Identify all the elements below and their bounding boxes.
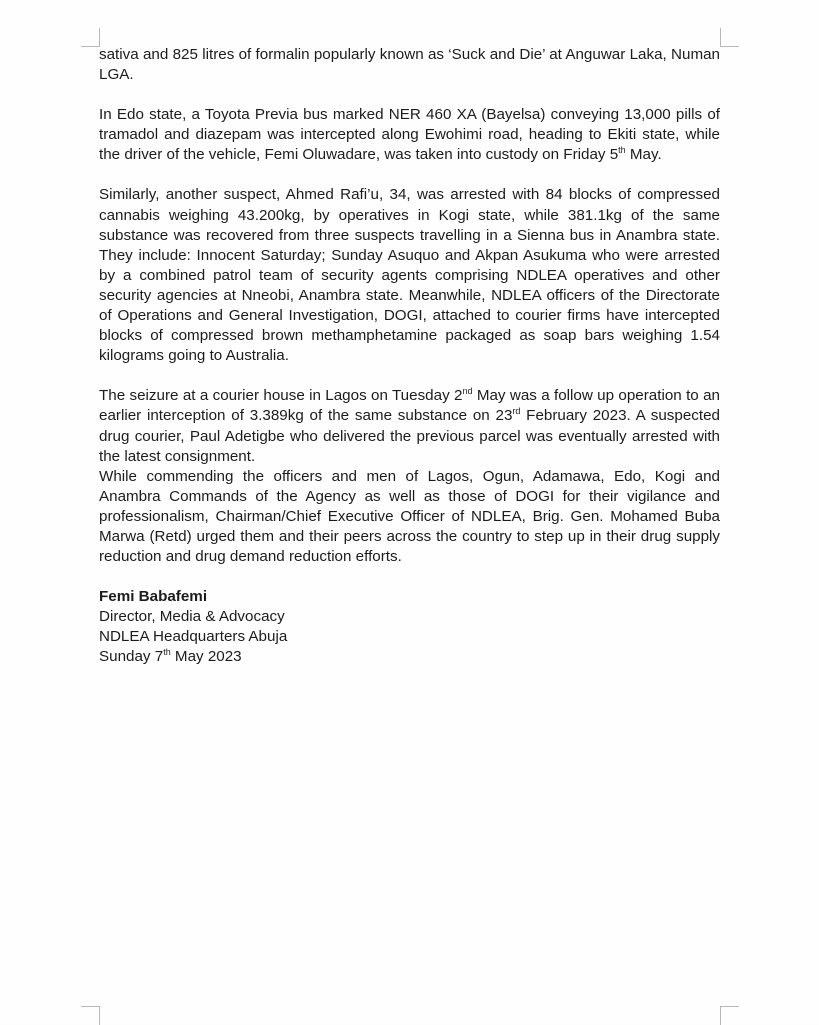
signatory-name: Femi Babafemi [99,588,208,606]
page-corner-mark-bottom-left [81,1006,100,1025]
paragraph-kogi-anambra-arrests: Similarly, another suspect, Ahmed Rafi’u, 34, was arrested with 84 blocks of compressed cannabis weighing 43.200kg, by operatives in Kogi state, while 381.1kg of the same substance was recovered from three suspects travelling in a Sienna bus in Anambra state. They include: Innocent Saturday; Sunday Asuquo and Akpan Asukuma who were arrested by a combined patrol team of security agents comprising NDLEA operatives and other security agencies at Nneobi, Anambra state. Meanwhile, NDLEA officers of the Directorate of Operations and General Investigation, DOGI, attached to courier firms have intercepted blocks of compressed brown methamphetamine packaged as soap bars weighing 1.54 kilograms going to Australia. [99,186,720,365]
paragraph-chairman-commendation: While commending the officers and men of Lagos, Ogun, Adamawa, Edo, Kogi and Anambra Commands of the Agency as well as those of DOGI for their vigilance and professionalism, Chairman/Chief Executive Officer of NDLEA, Brig. Gen. Mohamed Buba Marwa (Retd) urged them and their peers across the country to step up in their drug supply reduction and drug demand reduction efforts. [99,467,720,566]
paragraph-lagos-text-end: February 2023. A suspected drug courier, Paul Adetigbe who delivered the previous parcel was eventually arrested with the latest consignment. [99,407,720,465]
paragraph-edo-interception [99,105,720,165]
date-suffix: rd [512,406,521,417]
document-body [99,45,720,668]
signature-date [99,647,720,667]
date-suffix: th [163,647,171,658]
paragraph-lagos-text-mid: May was a follow up operation to an earlier interception of 3.389kg of the same substance on 23 [99,387,720,425]
paragraph-edo-text-end: May. [625,146,662,164]
page-corner-mark-bottom-right [720,1006,739,1025]
page-corner-mark-top-right [720,28,739,47]
signature-date-text: Sunday 7 [99,648,164,666]
date-suffix: nd [462,386,473,397]
paragraph-lagos-courier-seizure [99,386,720,466]
page-corner-mark-top-left [81,28,100,47]
date-suffix: th [618,145,626,156]
paragraph-adamawa-seizure: sativa and 825 litres of formalin popularly known as ‘Suck and Die’ at Anguwar Laka, Numan LGA. [99,46,720,84]
paragraph-edo-text: In Edo state, a Toyota Previa bus marked NER 460 XA (Bayelsa) conveying 13,000 pills of tramadol and diazepam was intercepted along Ewohimi road, heading to Ekiti state, while the driver of the vehicle, Femi Oluwadare, was taken into custody on Friday 5 [99,106,720,164]
signatory-title: Director, Media & Advocacy [99,608,285,626]
paragraph-lagos-text: The seizure at a courier house in Lagos on Tuesday 2 [99,387,463,405]
signature-date-text-end: May 2023 [170,648,242,666]
signatory-organization: NDLEA Headquarters Abuja [99,628,288,646]
